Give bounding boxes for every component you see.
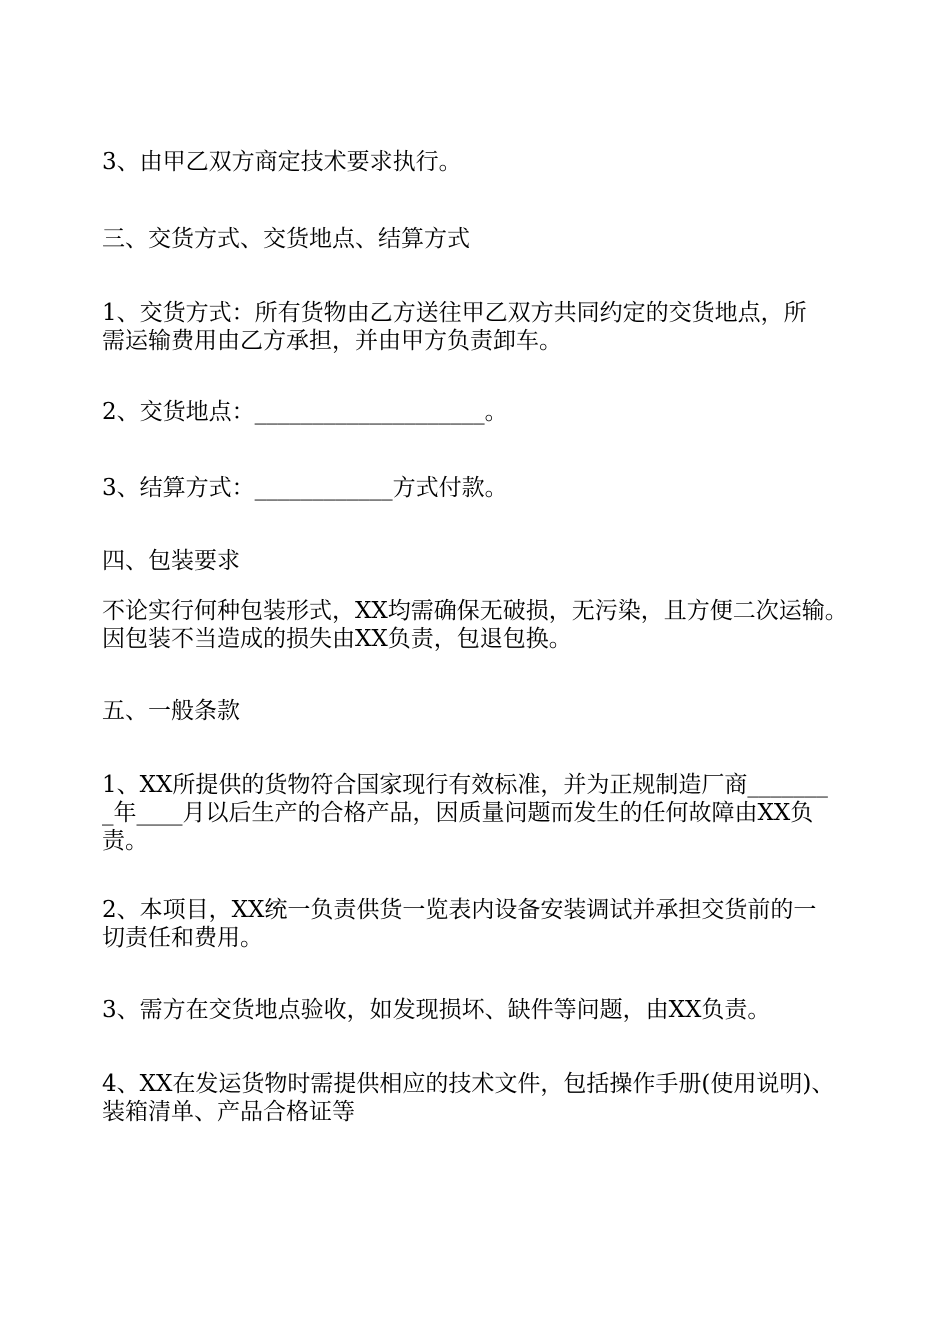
paragraph-packaging: 不论实行何种包装形式，XX均需确保无破损，无污染，且方便二次运输。 因包装不当造成的损失由XX负责，包退包换。 xyxy=(102,598,848,652)
paragraph-tech-requirements: 3、由甲乙双方商定技术要求执行。 xyxy=(102,149,462,175)
heading-delivery-settlement: 三、交货方式、交货地点、结算方式 xyxy=(102,226,470,252)
paragraph-term-1: 1、XX所提供的货物符合国家现行有效标准，并为正规制造厂商_______ _年____月以后生产的合格产品，因质量问题而发生的任何故障由XX负 责。 xyxy=(102,772,828,854)
paragraph-term-4: 4、XX在发运货物时需提供相应的技术文件，包括操作手册(使用说明)、 装箱清单、产品合格证等 xyxy=(102,1071,835,1125)
heading-packaging: 四、包装要求 xyxy=(102,548,240,574)
heading-general-terms: 五、一般条款 xyxy=(102,698,240,724)
paragraph-settlement-method: 3、结算方式：____________方式付款。 xyxy=(102,475,508,501)
paragraph-term-3: 3、需方在交货地点验收，如发现损坏、缺件等问题，由XX负责。 xyxy=(102,997,771,1023)
paragraph-term-2: 2、本项目，XX统一负责供货一览表内设备安装调试并承担交货前的一 切责任和费用。 xyxy=(102,897,817,951)
paragraph-delivery-location: 2、交货地点：____________________。 xyxy=(102,399,508,425)
paragraph-delivery-method: 1、交货方式：所有货物由乙方送往甲乙双方共同约定的交货地点，所 需运输费用由乙方承担，并由甲方负责卸车。 xyxy=(102,300,807,354)
